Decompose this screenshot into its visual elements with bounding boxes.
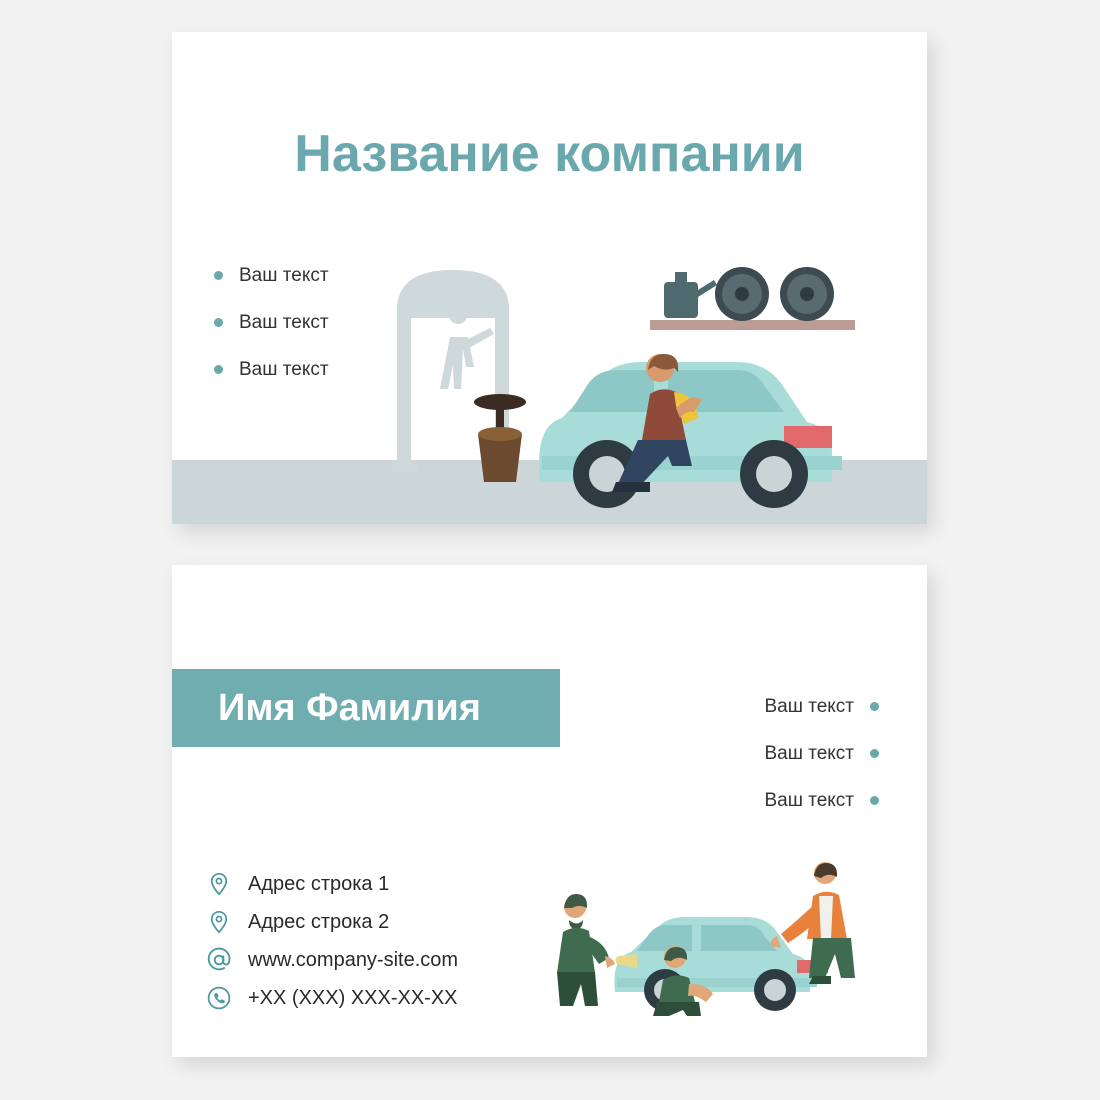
contact-text-address-1: Адрес строка 1 <box>248 872 390 895</box>
location-pin-icon <box>206 871 232 897</box>
bullet-dot-icon <box>214 365 223 374</box>
bullet-dot-icon <box>870 749 879 758</box>
front-bullet-text-2: Ваш текст <box>239 311 329 333</box>
back-bullet-text-1: Ваш текст <box>764 695 854 717</box>
back-bullet-item-3 <box>764 777 879 824</box>
contact-row-phone[interactable] <box>206 979 458 1017</box>
phone-icon <box>206 985 232 1011</box>
back-bullet-text-3: Ваш текст <box>764 789 854 811</box>
contact-text-phone[interactable]: +XX (XXX) XXX-XX-XX <box>248 986 458 1009</box>
contact-row-address-2 <box>206 903 458 941</box>
person-name: Имя Фамилия <box>218 686 481 729</box>
company-title: Название компании <box>294 125 805 183</box>
front-bullet-text-3: Ваш текст <box>239 358 329 380</box>
bullet-dot-icon <box>870 702 879 711</box>
business-card-front <box>172 32 927 524</box>
back-bullet-list <box>764 683 879 824</box>
location-pin-icon <box>206 909 232 935</box>
front-bullet-item-3 <box>214 346 329 393</box>
contact-list <box>206 865 458 1017</box>
back-bullet-item-1 <box>764 683 879 730</box>
contact-row-address-1 <box>206 865 458 903</box>
front-bullet-item-2 <box>214 299 329 346</box>
three-mechanics-car-illustration <box>557 860 897 1020</box>
bullet-dot-icon <box>214 318 223 327</box>
bullet-dot-icon <box>214 271 223 280</box>
bullet-dot-icon <box>870 796 879 805</box>
front-bullet-item-1 <box>214 252 329 299</box>
at-sign-icon <box>206 947 232 973</box>
front-bullet-list <box>214 252 329 393</box>
business-card-back <box>172 565 927 1057</box>
back-bullet-text-2: Ваш текст <box>764 742 854 764</box>
back-bullet-item-2 <box>764 730 879 777</box>
contact-text-website[interactable]: www.company-site.com <box>248 948 459 971</box>
name-banner <box>172 669 560 747</box>
contact-row-website[interactable] <box>206 941 458 979</box>
contact-text-address-2: Адрес строка 2 <box>248 910 390 933</box>
front-bullet-text-1: Ваш текст <box>239 264 329 286</box>
car-service-lift-illustration <box>392 242 912 524</box>
